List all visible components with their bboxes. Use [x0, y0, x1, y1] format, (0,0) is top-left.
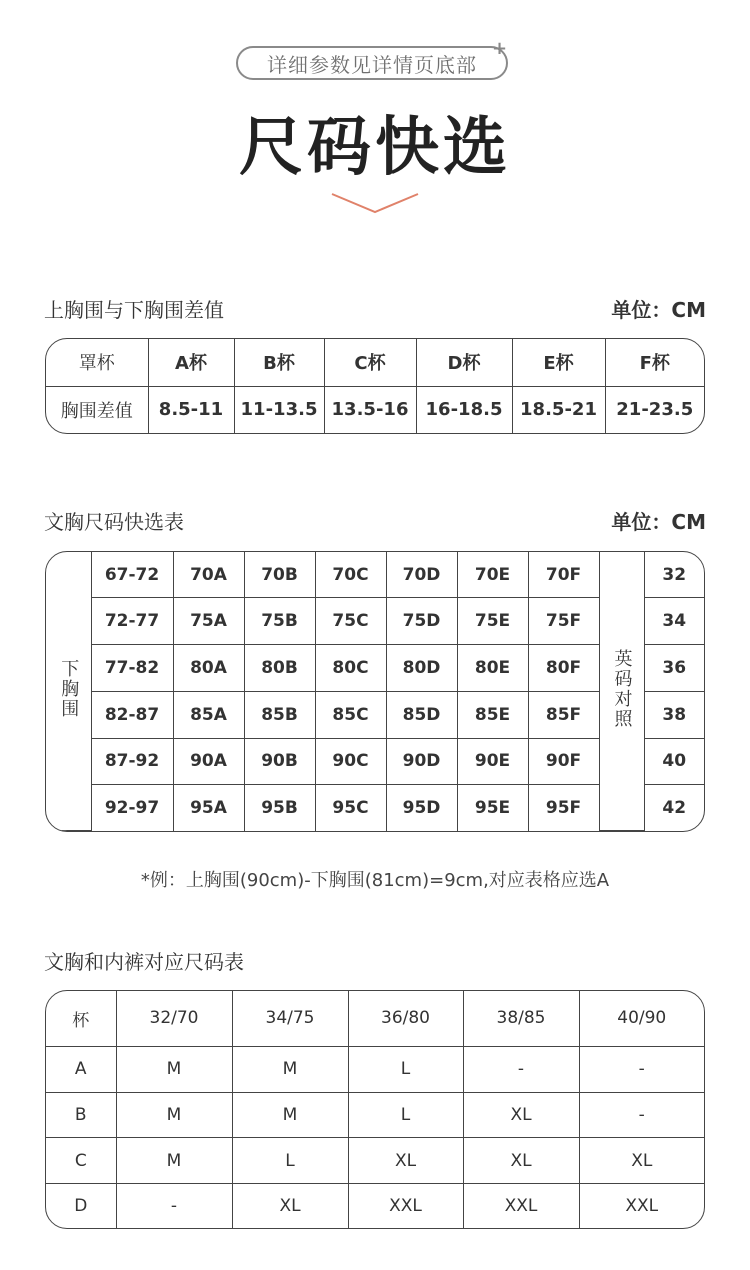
value-cell: 13.5-16 [324, 386, 416, 433]
cup-cell: D [46, 1183, 116, 1228]
size-cell: 80A [173, 644, 244, 691]
cup-cell: C [46, 1138, 116, 1184]
header-cell: B杯 [234, 339, 324, 386]
uk-size-cell: 40 [644, 738, 704, 785]
value-cell: 21-23.5 [605, 386, 704, 433]
uk-size-cell: 42 [644, 785, 704, 831]
size-cell: 85E [457, 691, 528, 738]
table-row [46, 386, 704, 433]
size-cell: 90D [386, 738, 457, 785]
table-row [46, 552, 704, 598]
table-row [46, 1183, 704, 1228]
size-cell: 70D [386, 552, 457, 598]
size-cell: 75E [457, 598, 528, 645]
uk-size-cell: 32 [644, 552, 704, 598]
size-cell: 75A [173, 598, 244, 645]
size-cell: 95F [528, 785, 599, 831]
size-cell: M [232, 1046, 348, 1092]
size-cell: M [116, 1046, 232, 1092]
range-cell: 82-87 [91, 691, 173, 738]
header-cell: 38/85 [463, 991, 579, 1046]
cup-difference-table [45, 338, 705, 434]
size-cell: 80E [457, 644, 528, 691]
size-cell: 75B [244, 598, 315, 645]
header-cell: C杯 [324, 339, 416, 386]
section2-title: 文胸尺码快选表 [44, 510, 184, 534]
size-cell: M [116, 1092, 232, 1138]
range-cell: 92-97 [91, 785, 173, 831]
section3-title: 文胸和内裤对应尺码表 [44, 950, 244, 974]
size-cell: 70E [457, 552, 528, 598]
value-cell: 11-13.5 [234, 386, 324, 433]
range-cell: 77-82 [91, 644, 173, 691]
range-cell: 87-92 [91, 738, 173, 785]
size-cell: - [116, 1183, 232, 1228]
header-cell: 34/75 [232, 991, 348, 1046]
size-cell: M [232, 1092, 348, 1138]
size-cell: XXL [579, 1183, 704, 1228]
uk-size-cell: 36 [644, 644, 704, 691]
header-cell: A杯 [148, 339, 234, 386]
size-cell: 70C [315, 552, 386, 598]
value-cell: 8.5-11 [148, 386, 234, 433]
detail-hint-pill [236, 46, 508, 80]
size-cell: 90E [457, 738, 528, 785]
uk-size-label [599, 552, 644, 831]
range-cell: 67-72 [91, 552, 173, 598]
table-header-row [46, 991, 704, 1046]
underbust-label-text: 下胸围 [58, 658, 80, 719]
header-cell: D杯 [416, 339, 512, 386]
size-cell: 75F [528, 598, 599, 645]
size-cell: XXL [463, 1183, 579, 1228]
size-cell: 85B [244, 691, 315, 738]
size-cell: 85D [386, 691, 457, 738]
table-row [46, 339, 704, 386]
header-cell: 36/80 [348, 991, 463, 1046]
size-cell: 90C [315, 738, 386, 785]
size-cell: 95C [315, 785, 386, 831]
size-cell: 90F [528, 738, 599, 785]
size-cell: 85A [173, 691, 244, 738]
size-cell: M [116, 1138, 232, 1184]
value-cell: 18.5-21 [512, 386, 605, 433]
uk-size-label-text: 英码对照 [611, 648, 633, 729]
size-cell: 75C [315, 598, 386, 645]
size-cell: 95D [386, 785, 457, 831]
size-cell: 85F [528, 691, 599, 738]
section1-unit: 单位：CM [611, 298, 706, 322]
value-cell: 16-18.5 [416, 386, 512, 433]
cup-cell: A [46, 1046, 116, 1092]
size-cell: L [348, 1092, 463, 1138]
header-cell: F杯 [605, 339, 704, 386]
range-cell: 72-77 [91, 598, 173, 645]
table-row [46, 1046, 704, 1092]
size-cell: 95B [244, 785, 315, 831]
detail-hint-text: 详细参数见详情页底部 [267, 52, 477, 77]
header-cell: 杯 [46, 991, 116, 1046]
size-cell: XL [463, 1092, 579, 1138]
size-cell: 95A [173, 785, 244, 831]
underbust-label [46, 552, 91, 831]
uk-size-cell: 38 [644, 691, 704, 738]
section1-title: 上胸围与下胸围差值 [44, 298, 224, 322]
size-cell: XXL [348, 1183, 463, 1228]
size-cell: 90B [244, 738, 315, 785]
header-cell: E杯 [512, 339, 605, 386]
size-cell: XL [232, 1183, 348, 1228]
bra-size-table [45, 551, 705, 832]
size-cell: - [579, 1092, 704, 1138]
table-row [46, 1138, 704, 1184]
size-cell: 75D [386, 598, 457, 645]
size-cell: 80B [244, 644, 315, 691]
uk-size-cell: 34 [644, 598, 704, 645]
row-label: 胸围差值 [46, 386, 148, 433]
size-cell: XL [348, 1138, 463, 1184]
size-cell: XL [579, 1138, 704, 1184]
size-cell: 70A [173, 552, 244, 598]
header-cell: 32/70 [116, 991, 232, 1046]
size-cell: 80F [528, 644, 599, 691]
chevron-down-icon [330, 190, 420, 216]
size-cell: 95E [457, 785, 528, 831]
section2-unit: 单位：CM [611, 510, 706, 534]
size-cell: 80C [315, 644, 386, 691]
size-cell: 90A [173, 738, 244, 785]
size-cell: - [463, 1046, 579, 1092]
bra-panty-size-table [45, 990, 705, 1229]
page-title: 尺码快选 [239, 111, 511, 185]
header-cell: 40/90 [579, 991, 704, 1046]
size-cell: 80D [386, 644, 457, 691]
size-cell: 85C [315, 691, 386, 738]
size-cell: - [579, 1046, 704, 1092]
header-cell: 罩杯 [46, 339, 148, 386]
size-cell: 70F [528, 552, 599, 598]
table-row [46, 1092, 704, 1138]
cup-cell: B [46, 1092, 116, 1138]
size-cell: XL [463, 1138, 579, 1184]
size-cell: L [348, 1046, 463, 1092]
size-cell: L [232, 1138, 348, 1184]
plus-icon: + [492, 38, 508, 59]
size-cell: 70B [244, 552, 315, 598]
example-note: *例：上胸围(90cm)-下胸围(81cm)=9cm,对应表格应选A [140, 870, 610, 891]
